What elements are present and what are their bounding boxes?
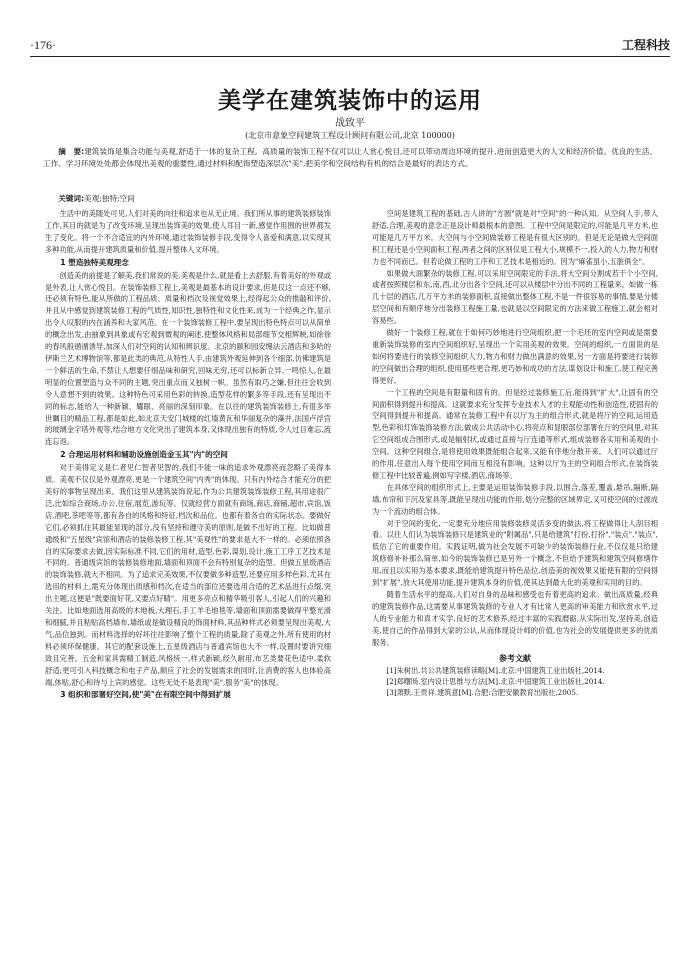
section-3-paragraph-3: 做好一个装修工程,就在于如何巧妙地进行空间组织,把一个毛坯的室内空间或是需要重新装饰装修的室内空间组织好,呈现出一个实用美观的效果。空间的组织,一方面说的是如何将要进行的装修空间组织人力,物力和财力做出满意的效果,另一方面是将要进行装修的空间做出合理的组织,使用那些更合理,更巧妙和成功的方法,谋划设计和施工,使工程完善得更好。	[372, 328, 658, 385]
abstract-text: 建筑装饰是集合功能与美观,舒适于一体的复杂工程。高质量的装饰工程不仅可以让人赏心悦目,还可以带动周边环境的提升,进而创造更大的人文和经济价值。优良的生活、工作、学习环境处处都会体现出美观的重要性,通过材料和配饰塑造深层次"美",把美学和空间结构有机的结合是最好的表达方式。	[43, 147, 657, 168]
keywords	[43, 193, 657, 204]
section-3-paragraph-5: 在具体空间的组织形式上,主要是运用装饰装修手段,以围合,落差,覆盖,悬吊,隔断,隔墙,布帘和下沉及家具等,既能呈现出功能的作用,划分完整的区域界定,又可使空间的过渡成为一个流动的组合体。	[372, 482, 658, 516]
right-column	[372, 208, 658, 908]
header-rule	[30, 56, 670, 57]
section-2-paragraph: 对于美得定义是仁者见仁智者见智的,我们不能一味的追求外观漂亮而忽略了美得本质。美观不仅仅是外观漂亮,更是一个建筑空间"内秀"的体现。只有内外结合才能充分的把美好的事物呈现出来。我们这里从建筑装饰说起,作为公共建筑装饰装修工程,其用途很广泛,比如综合商场,办公,住宿,展览,游玩等。仅就经营方面就有商场,商店,商铺,超市,宾馆,饭店,酒吧,茶吧等等,都有各自的风格和特征,档次和品位。也都有着各自的实际状态。要做好它们,必须抓住其最能显现的部分,没有坚持和遵守美的原则,是做不出好的工程。比如做普通级和"五星级"宾馆和酒店的装修装修工程,其"美观性"的要求是大不一样的。必须依照各自的实际要求去做,因实际标准不同,它们的用材,造型,色彩,谋划,设计,施工工序工艺技术是不同的。普通级宾馆的装修装修地面,墙面和顶面不会有特别复杂的造型。但做五星级酒店的装饰装修,就大不相同。为了追求完美效果,不仅要做多种造型,还要应用多样色彩,尤其在选用的材料上,需充分体现出质感和档次,在适当的部位还要选用合适的艺术品进行点缀,突出主题,这便是"既要面好花,又要点好睛"。用更多亮点和精华吸引客人,引起人们的兴趣和关注。比如地面选用高级的木地板,大理石,手工羊毛地毯等,墙面和顶面需要做得平整光滑和细腻,并且粘贴高档墙布,墙纸或是做设精良的饰面材料,其品种样式必须要呈现出美观,大气,品位独到。而材料选择的好坏往往影响了整个工程的质量,除了美观之外,所有使用的材料必须环保健康。其它的配套设施上,五星级酒店与普通宾馆也大不一样,设置时要讲究细致且完善。五金和家具需精工制造,风格统一,样式新颖,经久耐用,布艺类要花色适中,柔软舒适;更可引入科技概念和电子产品,顺应了社会的发展需求的同时,让消费的客人也体验高端,体贴,舒心和待与上宾的感觉。这些无处不是表现"美",服务"美"的体现。	[45, 463, 331, 687]
intro-paragraph: 生活中的美随处可见,人们对美的向往和追求也从无止境。我们所从事的建筑装修装饰工作,其目的就是为了改变环境,呈现出装饰美的效果,使人耳目一新,感觉作用围的世界都发生了变化。将一个不合适宜的内外环境,通过装饰装修手段,变得令人喜爱和满意,以实现其多种功能,从而提升建筑质量和价值,提升整体人文环境。	[45, 209, 331, 254]
references-heading: 参考文献	[499, 653, 531, 663]
section-1-paragraph: 创造美的前提是了解美,我们常说的美,美观是什么,就是看上去舒服,有着美好的外观或是外表,让人赏心悦目。在装饰装修工程上,美观是最基本的设计要求,但是仅这一点还不够,还必须有特色,能从所做的工程品质、质量和档次及视觉效果上,经得起公众的推敲和评价,并且从中感觉到建筑装修工程的气质性,知识性,独特性和文化性来,成为一个经典之作,显示出令人叹服的内在涵养和大家风范。在一个装饰装修工程中,要呈现出特色特点可以从简单的概念出发,由抽象到具象或有宏观到微观的阐述,使整体风格和局部细节交相辉映,如徐徐的春风般循循诱导,加深人们对空间的认知和辨识度。北京的颐和园安缦法云酒店和多哈的伊斯兰艺术博物馆等,都是此类的典范,从特性人手,由建筑外观延伸到各个细部,仿佛建筑是一个鲜活的生命,不禁让人想要仔细品味和研究,回味无穷,还可以标新立异,一鸣惊人,在最明显的位置塑造与众不同的主题,突出重点而又独树一帜。虽然有取巧之嫌,但往往会收到令人意想不到的效果。这种特色可采用色彩的转换,造型花样的繁多等手段,还有呈现出不同的标志,能给人一种新颖、耀眼、亮丽的深刻印象。在以往的建筑装饰装修上,有很多举世瞩目的精品工程,都是如此,如北京天安门城楼的红墙黄瓦和华丽复杂的藻井,法国卢浮宫的玻璃金字塔外观等,结合地方文化突出了建筑本身,又体现出独有的特质,令人过目难忘,流连忘返。	[45, 270, 331, 447]
reference-item: [3]萧默.王贵祥.建筑意[M].合肥:合肥安徽教育出版社,2005.	[386, 688, 579, 698]
section-3-paragraph-2: 如果做大面繁杂的装修工程,可以采用空间限定的手法,将大空间分割成若干个小空间,或者按照楼层和东,南,西,北分出各个空间,还可以从楼层中分出不同的工程量来。如做一栋几十层的酒店,几万平方米的装修面积,直接做出整体工程,不是一件很容易的事情,要是分楼层空间和有顺序地分出装修工程施工量,也就是以空间限定的方法来做工程施工,就会相对容易些。	[372, 268, 658, 326]
reference-item: [1]朱树出.共公共建筑装修读略[M].北京:中国建筑工业出版社,2014.	[386, 666, 605, 676]
keywords-text: 美观;独特;空间	[84, 194, 135, 203]
section-3-paragraph-1: 空间是建筑工程的基础,古人讲的"方圆"就是对"空间"的一种认知。从空间人手,带人舒适,合理,美观的意念正是设计师最根本的意图。工程中空间是限定的,可能是几平方米,也可能是几万平方米。大空间与小空间做装修工程是有很大区别的。但是无论是做大空间面积工程还是小空间面积工程,两者之间的区别仅是工程大小,规模不一,投入的人力,物力和财力也不同而已。但若论做工程的工序和工艺技术是相近的。因为"麻雀虽小,五脏俱全"。	[372, 209, 658, 266]
conclusion-paragraph: 随着生活水平的提高,人们对自身的品味和感受也有着更高的追求。做出高质量,经典的建筑装修作品,这需要从事建筑装修的专业人才有比常人更高的审美能力和欣赏水平,过人的专业能力和真才实学,良好的艺术修养,经过丰富的实践磨砺,从实际出发,坚持美,创造美,使自己的作品得到大家的公认,从而体现设计师的价值,也为社会的发展提供更多的优质服务。	[372, 590, 658, 647]
abstract-label: 摘 要:	[58, 147, 85, 156]
left-column	[45, 208, 331, 946]
section-3-paragraph-6: 对于空间的变化,一定要充分地应用装修装修灵活多变的做法,将工程做得让人刮目相看。以往人们认为装饰装修只是建筑业的"附属品",只是给建筑"打扮,打扮","装点","装点",低估了它的重要作用。实践证明,做为社会发展不可缺少的装饰装修行业,不仅仅是只给建筑修修补补那么简单,如今的装饰装修已是另外一个概念,不但给予建筑和建筑空间修缮作用,而且以实用为基本要求,既能给建筑提升特色品位,创造美的视效果又能使有限的空间得到"扩展",放大其使用功能,提升建筑本身的价值,使其达到最大化的美观和实用的目的。	[372, 518, 658, 588]
section-heading-3: 3 组织和部署好空间,使"美"在有限空间中得到扩展	[60, 690, 231, 700]
keywords-label: 关键词:	[58, 194, 85, 203]
article-author: 战致平	[335, 118, 365, 129]
page-header	[30, 34, 670, 56]
author-affiliation: (北京市意象空间建筑工程设计顾问有限公司,北京 100000)	[245, 131, 455, 140]
article-title: 美学在建筑装饰中的运用	[218, 88, 482, 114]
section-heading-2: 2 合理运用材料和辅助设施创造金玉其"内"的空间	[60, 450, 228, 460]
journal-section: 工程科技	[621, 38, 670, 52]
reference-item: [2]郑曙旸.室内设计思维与方法[M].北京:中国建筑工业出版社,2014.	[386, 677, 605, 687]
page-number: ·176·	[30, 38, 56, 52]
section-heading-1: 1 塑造独特美观理念	[60, 257, 129, 267]
section-3-paragraph-4: 一个工程的空间是有限量和固有的。但是经过装修施工后,能得到"扩大",让固有的空间面积得到提升和提高。这就要求充分发挥专业技术人才的主观能动性和创造性,使固有的空间得到提升和提高。通常在装修工程中有以厅为主的组合形式,就是将厅的空间,运用造型,色彩和灯饰装饰装修方法,做成公共活动中心,将亮点和显眼部位部署在厅的空间里,对其它空间组成合围形式,或是辐射状,或通过直接与厅连通等形式,组成装修各实用和美观的小空间。这种空间组合,是将使用效果既能组合起来,又能有序地分散开来。人们可以通过厅的作用,任意出入每个使用空间而互相没有影响。这种以厅为主的空间组合形式,在装饰装修工程中比较普遍,例如写字楼,酒店,商场等。	[372, 387, 658, 480]
abstract	[43, 146, 657, 169]
